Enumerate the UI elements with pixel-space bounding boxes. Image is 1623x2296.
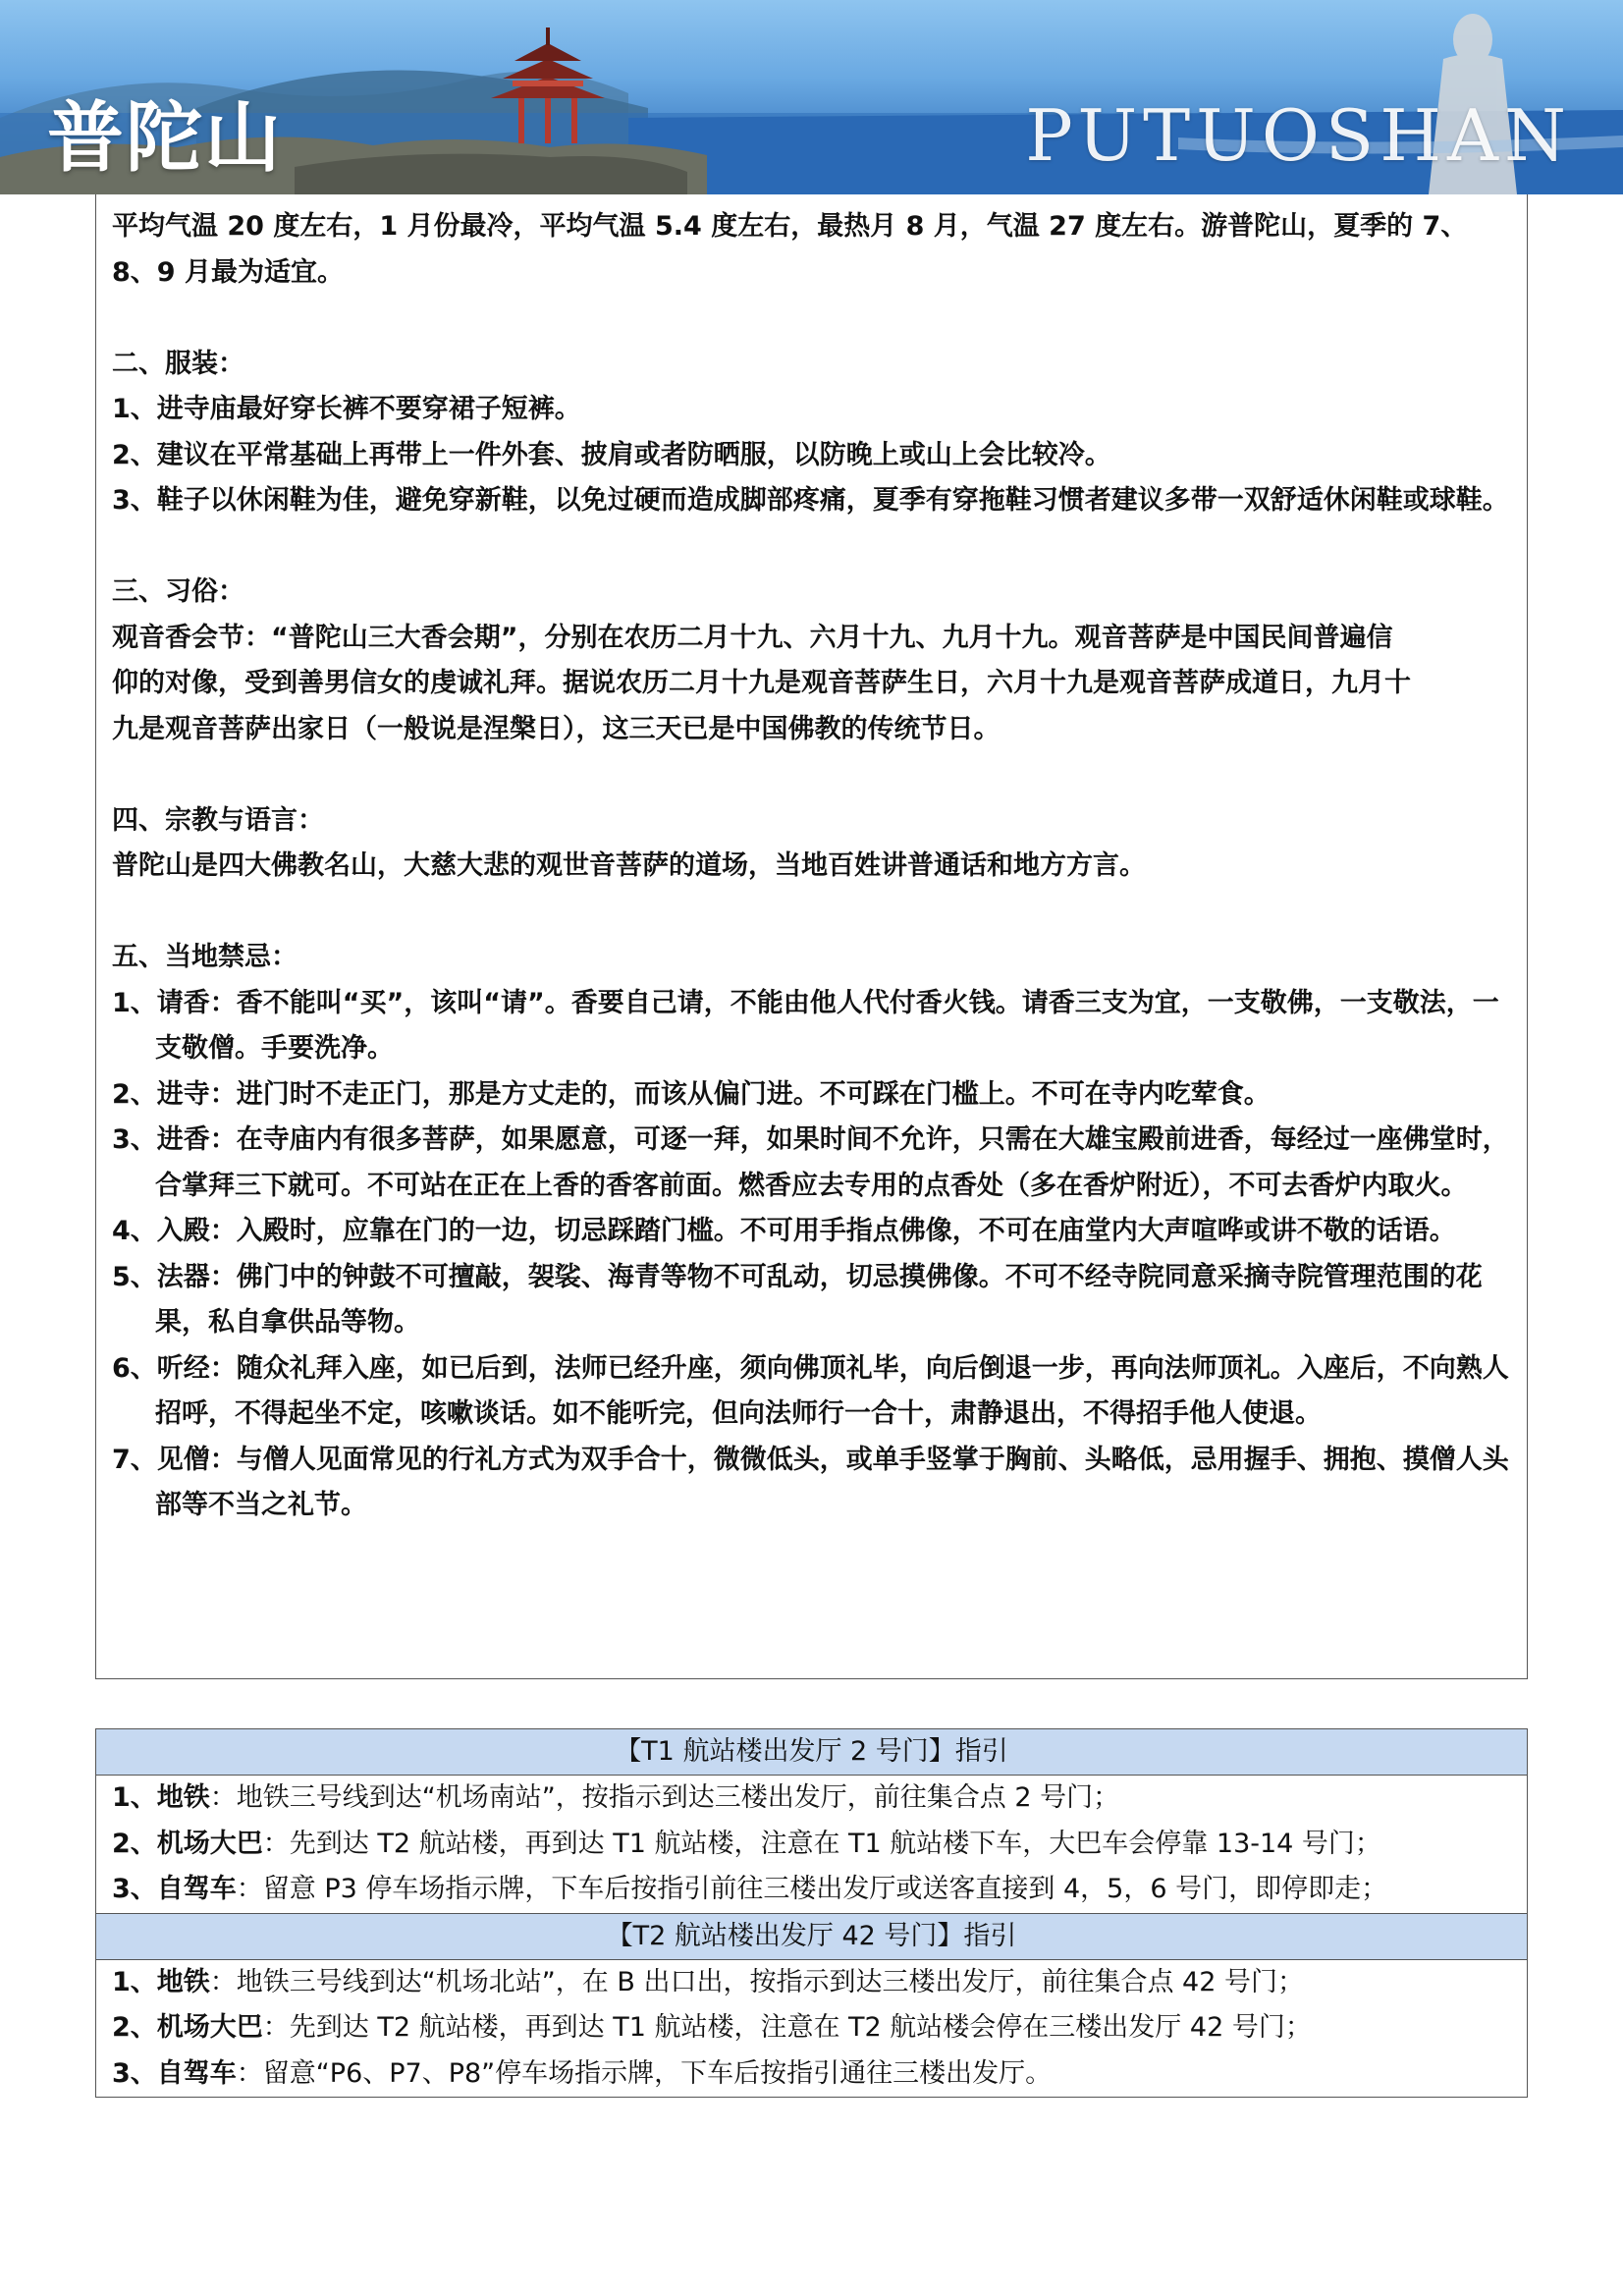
- guide-row: [96, 1867, 1527, 1913]
- list-item: 4、入殿：入殿时，应靠在门的一边，切忌踩踏门槛。不可用手指点佛像，不可在庙堂内大声喧哗或讲不敬的话语。: [112, 1216, 1456, 1246]
- paragraph-line: 平均气温 20 度左右，1 月份最冷，平均气温 5.4 度左右，最热月 8 月，气温 27 度左右。游普陀山，夏季的 7、: [112, 211, 1468, 242]
- guide-row-label: 2、机场大巴: [112, 1828, 263, 1859]
- t2-guide-rows: [96, 1960, 1527, 2098]
- list-item: 2、进寺：进门时不走正门，那是方丈走的，而该从偏门进。不可踩在门槛上。不可在寺内吃荤食。: [112, 1078, 1271, 1110]
- guide-row-text: ：地铁三号线到达“机场南站”，按指示到达三楼出发厅，前往集合点 2 号门；: [209, 1782, 1120, 1813]
- guide-row-label: 3、自驾车: [112, 1874, 237, 1904]
- guide-row-label: 3、自驾车: [112, 2057, 237, 2089]
- header-banner: [0, 0, 1623, 194]
- paragraph-line: 仰的对像，受到善男信女的虔诚礼拜。据说农历二月十九是观音菩萨生日，六月十九是观音菩萨成道日，九月十: [112, 668, 1411, 698]
- banner-title: 普陀山: [47, 94, 284, 183]
- t1-guide-rows: [96, 1776, 1527, 1913]
- blank-line: [112, 296, 1513, 342]
- guide-row-text: ：先到达 T2 航站楼，再到达 T1 航站楼，注意在 T2 航站楼会停在三楼出发厅 42 号门；: [262, 2012, 1312, 2043]
- guide-row-label: 1、地铁: [112, 1782, 210, 1813]
- travel-notes-box: [95, 194, 1528, 1679]
- guide-row-label: 1、地铁: [112, 1966, 210, 1997]
- guide-row-text: ：先到达 T2 航站楼，再到达 T1 航站楼，注意在 T1 航站楼下车，大巴车会停靠 13-14 号门；: [262, 1828, 1381, 1859]
- blank-line: [112, 752, 1513, 798]
- t2-guide-header: 【T2 航站楼出发厅 42 号门】指引: [96, 1913, 1527, 1960]
- guide-row: [96, 2005, 1527, 2051]
- guide-row: [96, 1822, 1527, 1868]
- airport-guide-table: [95, 1728, 1528, 2098]
- paragraph-line: 观音香会节：“普陀山三大香会期”，分别在农历二月十九、六月十九、九月十九。观音菩萨是中国民间普遍信: [112, 622, 1393, 653]
- section-heading: 三、习俗：: [112, 576, 244, 607]
- list-item: 6、听经：随众礼拜入座，如已后到，法师已经升座，须向佛顶礼毕，向后倒退一步，再向法师顶礼。入座后，不向熟人招呼，不得起坐不定，咳嗽谈话。如不能听完，但向法师行一合十，肃静退出，不得招手他人使退。: [112, 1352, 1509, 1429]
- section-heading: 五、当地禁忌：: [112, 942, 298, 972]
- list-item: 3、鞋子以休闲鞋为佳，避免穿新鞋，以免过硬而造成脚部疼痛，夏季有穿拖鞋习惯者建议多带一双舒适休闲鞋或球鞋。: [112, 485, 1509, 516]
- paragraph-line: 8、9 月最为适宜。: [112, 256, 344, 288]
- section-heading: 四、宗教与语言：: [112, 804, 324, 836]
- list-item: 1、请香：香不能叫“买”，该叫“请”。香要自己请，不能由他人代付香火钱。请香三支为宜，一支敬佛，一支敬法，一支敬僧。手要洗净。: [112, 987, 1499, 1064]
- guide-row-label: 2、机场大巴: [112, 2012, 263, 2043]
- list-item: 7、见僧：与僧人见面常见的行礼方式为双手合十，微微低头，或单手竖掌于胸前、头略低，忌用握手、拥抱、摸僧人头部等不当之礼节。: [112, 1444, 1509, 1520]
- banner-subtitle: PUTUOSHAN: [1025, 94, 1572, 177]
- guide-row: [96, 1776, 1527, 1822]
- list-item: 1、进寺庙最好穿长裤不要穿裙子短裤。: [112, 394, 581, 424]
- blank-line: [112, 890, 1513, 936]
- section-heading: 二、服装：: [112, 348, 244, 379]
- guide-row: [96, 1960, 1527, 2006]
- t1-guide-header: 【T1 航站楼出发厅 2 号门】指引: [96, 1729, 1527, 1776]
- list-item: 5、法器：佛门中的钟鼓不可擅敲，袈裟、海青等物不可乱动，切忌摸佛像。不可不经寺院同意采摘寺院管理范围的花果，私自拿供品等物。: [112, 1261, 1483, 1338]
- guide-row: [96, 2051, 1527, 2098]
- list-item: 2、建议在平常基础上再带上一件外套、披肩或者防晒服，以防晚上或山上会比较冷。: [112, 439, 1111, 470]
- list-item: 3、进香：在寺庙内有很多菩萨，如果愿意，可逐一拜，如果时间不允许，只需在大雄宝殿前进香，每经过一座佛堂时，合掌拜三下就可。不可站在正在上香的香客前面。燃香应去专用的点香处（多在香炉附近），不可去香炉内取火。: [112, 1124, 1509, 1201]
- blank-line: [112, 524, 1513, 571]
- paragraph-line: 普陀山是四大佛教名山，大慈大悲的观世音菩萨的道场，当地百姓讲普通话和地方方言。: [112, 850, 1146, 881]
- guide-row-text: ：留意“P6、P7、P8”停车场指示牌，下车后按指引通往三楼出发厅。: [236, 2057, 1053, 2089]
- guide-row-text: ：地铁三号线到达“机场北站”，在 B 出口出，按指示到达三楼出发厅，前往集合点 42 号门；: [209, 1966, 1304, 1997]
- guide-row-text: ：留意 P3 停车场指示牌，下车后按指引前往三楼出发厅或送客直接到 4，5，6 号门，即停即走；: [236, 1874, 1388, 1904]
- paragraph-line: 九是观音菩萨出家日（一般说是涅槃日），这三天已是中国佛教的传统节日。: [112, 713, 1001, 744]
